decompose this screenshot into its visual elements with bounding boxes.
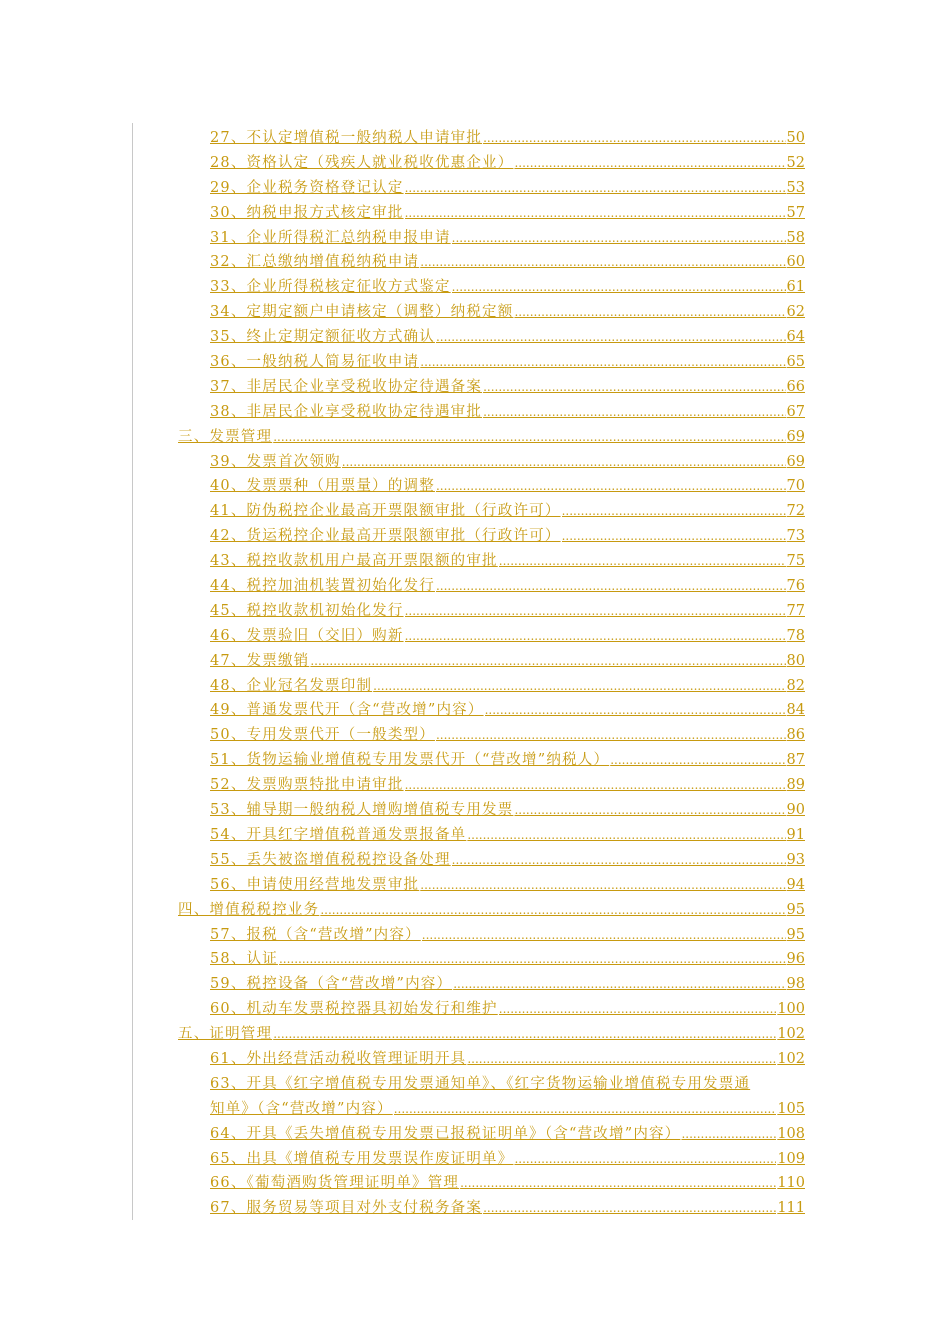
toc-entry-title: 30、纳税申报方式核定审批: [210, 204, 404, 221]
dot-leader: [422, 923, 786, 948]
toc-entry-row: [210, 499, 805, 524]
toc-page-number: 69: [786, 428, 805, 445]
toc-entry-row: [210, 698, 805, 723]
toc-entry-title: 40、发票票种（用票量）的调整: [210, 478, 435, 495]
toc-item-link[interactable]: [210, 972, 950, 997]
toc-item-link[interactable]: [210, 1072, 950, 1122]
toc-entry-row: [210, 873, 805, 898]
toc-entry-row: [210, 474, 805, 499]
toc-page-number: 65: [786, 354, 805, 371]
toc-entry-title: 67、服务贸易等项目对外支付税务备案: [210, 1200, 483, 1217]
toc-entry-row: [210, 201, 805, 226]
toc-item-title-line1: 63、开具《红字增值税专用发票通知单》、《红字货物运输业增值税专用发票通: [210, 1075, 751, 1092]
toc-page-number: 98: [786, 976, 805, 993]
dot-leader: [405, 201, 786, 226]
toc-entry-title: 49、普通发票代开（含“营改增”内容）: [210, 702, 484, 719]
toc-page-number: 109: [777, 1150, 805, 1167]
toc-page-number: 93: [786, 851, 805, 868]
toc-entry-title: 52、发票购票特批申请审批: [210, 777, 404, 794]
toc-entry-title: 四、增值税税控业务: [178, 901, 320, 918]
toc-page-number: 61: [786, 279, 805, 296]
toc-entry-title: 61、外出经营活动税收管理证明开具: [210, 1050, 467, 1067]
toc-page-number: 72: [786, 503, 805, 520]
toc-page-number: 73: [786, 528, 805, 545]
toc-item-link[interactable]: [210, 151, 950, 176]
toc-item-link[interactable]: [210, 201, 950, 226]
toc-page-number: 58: [786, 229, 805, 246]
toc-page-number: 108: [777, 1125, 805, 1142]
toc-page-number: 57: [786, 204, 805, 221]
toc-entry-title: 51、货物运输业增值税专用发票代开（“营改增”纳税人）: [210, 752, 610, 769]
toc-entry-row: [210, 823, 805, 848]
toc-entry-row: [210, 524, 805, 549]
toc-page-number: 95: [786, 926, 805, 943]
toc-entry-title: 28、资格认定（残疾人就业税收优惠企业）: [210, 154, 514, 171]
dot-leader: [342, 450, 786, 475]
toc-page-number: 82: [786, 677, 805, 694]
toc-page-number: 95: [786, 901, 805, 918]
toc-page-number: 96: [786, 951, 805, 968]
dot-leader: [452, 848, 786, 873]
toc-entry-title: 55、丢失被盗增值税税控设备处理: [210, 851, 451, 868]
toc-item-link[interactable]: [210, 649, 950, 674]
dot-leader: [436, 474, 786, 499]
toc-item-link[interactable]: [210, 823, 950, 848]
dot-leader: [436, 325, 786, 350]
toc-entry-title: 57、报税（含“营改增”内容）: [210, 926, 421, 943]
toc-entry-row: [210, 400, 805, 425]
toc-entry-title: 66、《葡萄酒购货管理证明单》管理: [210, 1175, 460, 1192]
toc-item-link[interactable]: [210, 698, 950, 723]
toc-entry-row: [210, 599, 805, 624]
toc-entry-row: [210, 250, 805, 275]
dot-leader: [420, 350, 785, 375]
toc-item-link[interactable]: [210, 400, 950, 425]
toc-entry-title: 56、申请使用经营地发票审批: [210, 876, 420, 893]
toc-entry-row: [210, 126, 805, 151]
dot-leader: [452, 275, 786, 300]
toc-item-link[interactable]: [210, 524, 950, 549]
dot-leader: [436, 574, 786, 599]
table-of-contents: [0, 126, 950, 1221]
toc-entry-row: [210, 574, 805, 599]
dot-leader: [562, 524, 786, 549]
dot-leader: [514, 1147, 776, 1172]
dot-leader: [420, 873, 785, 898]
toc-entry-row: [210, 848, 805, 873]
toc-entry-row: [210, 947, 805, 972]
toc-item-link[interactable]: [210, 474, 950, 499]
toc-entry-title: 33、企业所得税核定征收方式鉴定: [210, 279, 451, 296]
toc-entry-row: [210, 226, 805, 251]
toc-entry-title: 46、发票验旧（交旧）购新: [210, 627, 404, 644]
dot-leader: [373, 674, 785, 699]
toc-entry-row: [210, 1047, 805, 1072]
toc-entry-row: [210, 723, 805, 748]
toc-page-number: 86: [786, 727, 805, 744]
toc-entry-row: [210, 1196, 805, 1221]
dot-leader: [310, 649, 785, 674]
toc-item-link[interactable]: [210, 1196, 950, 1221]
dot-leader: [467, 823, 785, 848]
toc-section-link[interactable]: [178, 898, 950, 923]
toc-entry-title: 34、定期定额户申请核定（调整）纳税定额: [210, 304, 514, 321]
dot-leader: [514, 300, 785, 325]
toc-entry-title: 36、一般纳税人简易征收申请: [210, 354, 420, 371]
toc-entry-row: [210, 997, 805, 1022]
toc-item-link[interactable]: [210, 798, 950, 823]
toc-item-link[interactable]: [210, 723, 950, 748]
toc-page-number: 69: [786, 453, 805, 470]
toc-entry-row: [210, 773, 805, 798]
toc-entry-row: [210, 674, 805, 699]
toc-entry-title: 48、企业冠名发票印制: [210, 677, 373, 694]
toc-item-link[interactable]: [210, 873, 950, 898]
toc-page-number: 67: [786, 403, 805, 420]
dot-leader: [499, 997, 777, 1022]
toc-entry-title: 43、税控收款机用户最高开票限额的审批: [210, 553, 498, 570]
toc-item-link[interactable]: [210, 250, 950, 275]
toc-entry-title: 五、证明管理: [178, 1026, 273, 1043]
toc-item-link[interactable]: [210, 624, 950, 649]
toc-entry-title: 59、税控设备（含“营改增”内容）: [210, 976, 453, 993]
dot-leader: [279, 947, 786, 972]
dot-leader: [467, 1047, 776, 1072]
toc-item-link[interactable]: [210, 947, 950, 972]
toc-entry-row: [210, 1171, 805, 1196]
toc-entry-title: 知单》（含“营改增”内容）: [210, 1100, 393, 1117]
toc-section-link[interactable]: [178, 425, 950, 450]
toc-page-number: 100: [777, 1001, 805, 1018]
toc-page-number: 90: [786, 802, 805, 819]
toc-item-link[interactable]: [210, 126, 950, 151]
dot-leader: [483, 400, 785, 425]
toc-entry-title: 42、货运税控企业最高开票限额审批（行政许可）: [210, 528, 561, 545]
dot-leader: [483, 375, 785, 400]
dot-leader: [405, 624, 786, 649]
toc-page-number: 87: [786, 752, 805, 769]
dot-leader: [453, 972, 785, 997]
toc-entry-row: [210, 325, 805, 350]
toc-item-link[interactable]: [210, 176, 950, 201]
dot-leader: [320, 898, 785, 923]
dot-leader: [405, 176, 786, 201]
toc-entry-row: [210, 549, 805, 574]
toc-page-number: 84: [786, 702, 805, 719]
toc-page-number: 77: [786, 602, 805, 619]
toc-page-number: 50: [786, 130, 805, 146]
dot-leader: [436, 723, 786, 748]
dot-leader: [485, 698, 786, 723]
dot-leader: [460, 1171, 776, 1196]
toc-entry-row: [178, 425, 805, 450]
toc-page-number: 52: [786, 154, 805, 171]
toc-entry-title: 29、企业税务资格登记认定: [210, 179, 404, 196]
toc-item-link[interactable]: [210, 226, 950, 251]
toc-item-link[interactable]: [210, 773, 950, 798]
toc-page-number: 110: [777, 1175, 805, 1192]
dot-leader: [405, 599, 786, 624]
toc-item-link[interactable]: [210, 450, 950, 475]
toc-page-number: 102: [777, 1026, 805, 1043]
toc-page-number: 64: [786, 329, 805, 346]
toc-entry-row: [210, 748, 805, 773]
toc-item-link[interactable]: [210, 1147, 950, 1172]
toc-entry-row: [210, 275, 805, 300]
toc-entry-row: [178, 1022, 805, 1047]
dot-leader: [394, 1097, 777, 1122]
toc-entry-title: 47、发票缴销: [210, 652, 310, 669]
toc-entry-title: 54、开具红字增值税普通发票报备单: [210, 826, 467, 843]
toc-entry-row: [210, 1097, 805, 1122]
toc-entry-title: 44、税控加油机装置初始化发行: [210, 578, 435, 595]
toc-page-number: 94: [786, 876, 805, 893]
toc-page-number: 62: [786, 304, 805, 321]
toc-entry-title: 50、专用发票代开（一般类型）: [210, 727, 435, 744]
toc-entry-title: 32、汇总缴纳增值税纳税申请: [210, 254, 420, 271]
toc-entry-row: [210, 1147, 805, 1172]
toc-entry-title: 41、防伪税控企业最高开票限额审批（行政许可）: [210, 503, 561, 520]
toc-page-number: 75: [786, 553, 805, 570]
toc-entry-title: 64、开具《丢失增值税专用发票已报税证明单》（含“营改增”内容）: [210, 1125, 681, 1142]
dot-leader: [562, 499, 786, 524]
toc-entry-row: [210, 375, 805, 400]
toc-entry-row: [210, 450, 805, 475]
toc-entry-title: 35、终止定期定额征收方式确认: [210, 329, 435, 346]
toc-entry-title: 45、税控收款机初始化发行: [210, 602, 404, 619]
toc-page-number: 111: [777, 1200, 805, 1217]
toc-item-link[interactable]: [210, 997, 950, 1022]
toc-item-link[interactable]: [210, 375, 950, 400]
toc-page-number: 102: [777, 1050, 805, 1067]
toc-item-link[interactable]: [210, 574, 950, 599]
toc-entry-row: [210, 624, 805, 649]
toc-entry-row: [210, 1122, 805, 1147]
dot-leader: [514, 151, 785, 176]
toc-entry-title: 65、出具《增值税专用发票误作废证明单》: [210, 1150, 514, 1167]
toc-page-number: 66: [786, 378, 805, 395]
toc-item-link[interactable]: [210, 300, 950, 325]
toc-page-number: 78: [786, 627, 805, 644]
dot-leader: [499, 549, 786, 574]
dot-leader: [420, 250, 785, 275]
toc-item-link[interactable]: [210, 599, 950, 624]
toc-entry-title: 27、不认定增值税一般纳税人申请审批: [210, 130, 483, 146]
dot-leader: [514, 798, 785, 823]
toc-entry-title: 38、非居民企业享受税收协定待遇审批: [210, 403, 483, 420]
dot-leader: [273, 425, 785, 450]
toc-item-link[interactable]: [210, 923, 950, 948]
toc-item-link[interactable]: [210, 275, 950, 300]
toc-entry-title: 31、企业所得税汇总纳税申报申请: [210, 229, 451, 246]
dot-leader: [405, 773, 786, 798]
toc-item-link[interactable]: [210, 748, 950, 773]
toc-item-link[interactable]: [210, 1122, 950, 1147]
toc-entry-title: 60、机动车发票税控器具初始发行和维护: [210, 1001, 498, 1018]
toc-section-link[interactable]: [178, 1022, 950, 1047]
toc-page-number: 105: [777, 1100, 805, 1117]
toc-item-link[interactable]: [210, 1171, 950, 1196]
toc-item-link[interactable]: [210, 549, 950, 574]
dot-leader: [610, 748, 785, 773]
toc-page-number: 76: [786, 578, 805, 595]
toc-entry-title: 39、发票首次领购: [210, 453, 341, 470]
toc-entry-row: [210, 300, 805, 325]
dot-leader: [452, 226, 786, 251]
toc-item-link[interactable]: [210, 1047, 950, 1072]
toc-item-link[interactable]: [210, 499, 950, 524]
toc-entry-row: [210, 649, 805, 674]
toc-item-link[interactable]: [210, 674, 950, 699]
toc-entry-row: [210, 798, 805, 823]
toc-page-number: 80: [786, 652, 805, 669]
toc-entry-title: 58、认证: [210, 951, 278, 968]
toc-entry-title: 三、发票管理: [178, 428, 273, 445]
toc-entry-title: 37、非居民企业享受税收协定待遇备案: [210, 378, 483, 395]
toc-entry-row: [210, 972, 805, 997]
toc-item-link[interactable]: [210, 848, 950, 873]
dot-leader: [483, 1196, 776, 1221]
toc-page-number: 53: [786, 179, 805, 196]
toc-entry-row: [210, 350, 805, 375]
toc-item-link[interactable]: [210, 325, 950, 350]
toc-entry-title: 53、辅导期一般纳税人增购增值税专用发票: [210, 802, 514, 819]
toc-page-number: 91: [786, 826, 805, 843]
toc-entry-row: [210, 923, 805, 948]
toc-page-number: 70: [786, 478, 805, 495]
toc-entry-row: [210, 151, 805, 176]
toc-page-number: 60: [786, 254, 805, 271]
toc-entry-row: [210, 176, 805, 201]
dot-leader: [273, 1022, 776, 1047]
toc-entry-row: [178, 898, 805, 923]
dot-leader: [681, 1122, 776, 1147]
toc-item-link[interactable]: [210, 350, 950, 375]
toc-page-number: 89: [786, 777, 805, 794]
dot-leader: [483, 126, 785, 151]
